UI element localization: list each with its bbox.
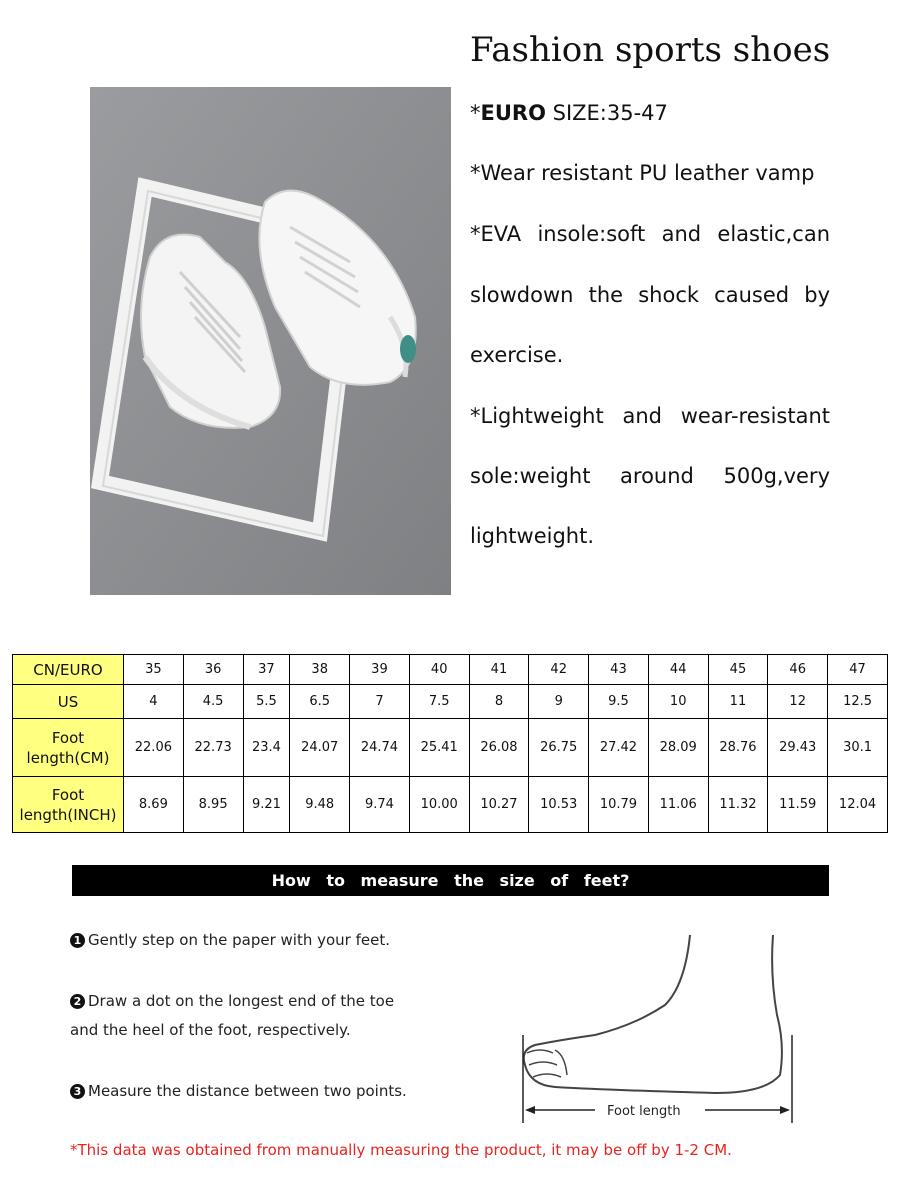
table-cell: 9.48 xyxy=(290,777,350,833)
table-cell: 10 xyxy=(648,685,708,719)
table-cell: 4.5 xyxy=(183,685,243,719)
step-2 xyxy=(70,992,394,1010)
table-cell: 11 xyxy=(708,685,768,719)
feature-sole-line1: *Lightweight and wear-resistant xyxy=(470,404,830,428)
foot-diagram xyxy=(515,925,805,1129)
table-cell: 11.59 xyxy=(768,777,828,833)
table-cell: 24.07 xyxy=(290,719,350,777)
table-cell: 10.53 xyxy=(529,777,589,833)
row-header: CN/EURO xyxy=(13,655,124,685)
table-cell: 12 xyxy=(768,685,828,719)
sneaker-illustration xyxy=(90,87,451,595)
table-cell: 22.73 xyxy=(183,719,243,777)
row-header xyxy=(13,777,124,833)
table-cell: 28.09 xyxy=(648,719,708,777)
table-cell: 7.5 xyxy=(409,685,469,719)
table-cell: 7 xyxy=(350,685,410,719)
table-cell: 12.04 xyxy=(828,777,888,833)
disclaimer-note: *This data was obtained from manually measuring the product, it may be off by 1-2 CM. xyxy=(70,1141,732,1159)
size-value: SIZE:35-47 xyxy=(552,101,668,125)
table-cell: 11.06 xyxy=(648,777,708,833)
table-row-foot-cm xyxy=(13,719,888,777)
table-cell: 9.21 xyxy=(243,777,290,833)
feature-eva-line1: *EVA insole:soft and elastic,can xyxy=(470,222,830,246)
table-cell: 26.08 xyxy=(469,719,529,777)
table-cell: 8.95 xyxy=(183,777,243,833)
table-cell: 44 xyxy=(648,655,708,685)
table-cell: 6.5 xyxy=(290,685,350,719)
size-chart-table xyxy=(12,654,888,833)
table-cell: 9.74 xyxy=(350,777,410,833)
table-row-us xyxy=(13,685,888,719)
table-cell: 22.06 xyxy=(124,719,184,777)
step-number-2: 2 xyxy=(70,994,85,1009)
foot-outline-icon xyxy=(515,925,805,1125)
feature-vamp: *Wear resistant PU leather vamp xyxy=(470,161,815,185)
table-cell: 43 xyxy=(589,655,649,685)
feature-eva-line2: slowdown the shock caused by xyxy=(470,283,830,307)
table-cell: 41 xyxy=(469,655,529,685)
table-row-foot-inch xyxy=(13,777,888,833)
step-2-text-line1: Draw a dot on the longest end of the toe xyxy=(88,992,395,1010)
table-row-cn-euro xyxy=(13,655,888,685)
table-cell: 37 xyxy=(243,655,290,685)
table-cell: 39 xyxy=(350,655,410,685)
table-cell: 36 xyxy=(183,655,243,685)
table-cell: 40 xyxy=(409,655,469,685)
table-cell: 10.27 xyxy=(469,777,529,833)
table-cell: 24.74 xyxy=(350,719,410,777)
size-prefix: * xyxy=(470,101,481,125)
table-cell: 26.75 xyxy=(529,719,589,777)
table-cell: 25.41 xyxy=(409,719,469,777)
feature-sole-line2: sole:weight around 500g,very xyxy=(470,464,830,488)
table-cell: 10.00 xyxy=(409,777,469,833)
table-cell: 27.42 xyxy=(589,719,649,777)
row-header-line1: Foot xyxy=(51,785,85,804)
table-cell: 35 xyxy=(124,655,184,685)
table-cell: 29.43 xyxy=(768,719,828,777)
table-cell: 45 xyxy=(708,655,768,685)
step-1-text: Gently step on the paper with your feet. xyxy=(88,931,390,949)
feature-eva-line3: exercise. xyxy=(470,343,564,367)
table-cell: 4 xyxy=(124,685,184,719)
table-cell: 30.1 xyxy=(828,719,888,777)
row-header xyxy=(13,719,124,777)
foot-length-label: Foot length xyxy=(607,1104,681,1119)
table-cell: 46 xyxy=(768,655,828,685)
table-cell: 42 xyxy=(529,655,589,685)
table-cell: 8.69 xyxy=(124,777,184,833)
row-header-line2: length(INCH) xyxy=(19,805,117,824)
step-2-continued: and the heel of the foot, respectively. xyxy=(70,1021,351,1039)
measure-heading: How to measure the size of feet? xyxy=(72,865,829,896)
step-number-1: 1 xyxy=(70,933,85,948)
table-cell: 10.79 xyxy=(589,777,649,833)
table-cell: 28.76 xyxy=(708,719,768,777)
table-cell: 9.5 xyxy=(589,685,649,719)
table-cell: 8 xyxy=(469,685,529,719)
table-cell: 47 xyxy=(828,655,888,685)
table-cell: 23.4 xyxy=(243,719,290,777)
table-cell: 38 xyxy=(290,655,350,685)
feature-sole-line3: lightweight. xyxy=(470,524,595,548)
row-header: US xyxy=(13,685,124,719)
table-cell: 12.5 xyxy=(828,685,888,719)
product-photo xyxy=(90,87,451,595)
table-cell: 9 xyxy=(529,685,589,719)
step-number-3: 3 xyxy=(70,1084,85,1099)
size-range xyxy=(470,98,830,128)
step-1 xyxy=(70,931,390,949)
product-title: Fashion sports shoes xyxy=(470,30,831,70)
row-header-line2: length(CM) xyxy=(26,748,110,767)
table-cell: 5.5 xyxy=(243,685,290,719)
step-3-text: Measure the distance between two points. xyxy=(88,1082,407,1100)
size-label: EURO xyxy=(480,101,546,125)
table-cell: 11.32 xyxy=(708,777,768,833)
step-3 xyxy=(70,1082,407,1100)
row-header-line1: Foot xyxy=(51,728,85,747)
